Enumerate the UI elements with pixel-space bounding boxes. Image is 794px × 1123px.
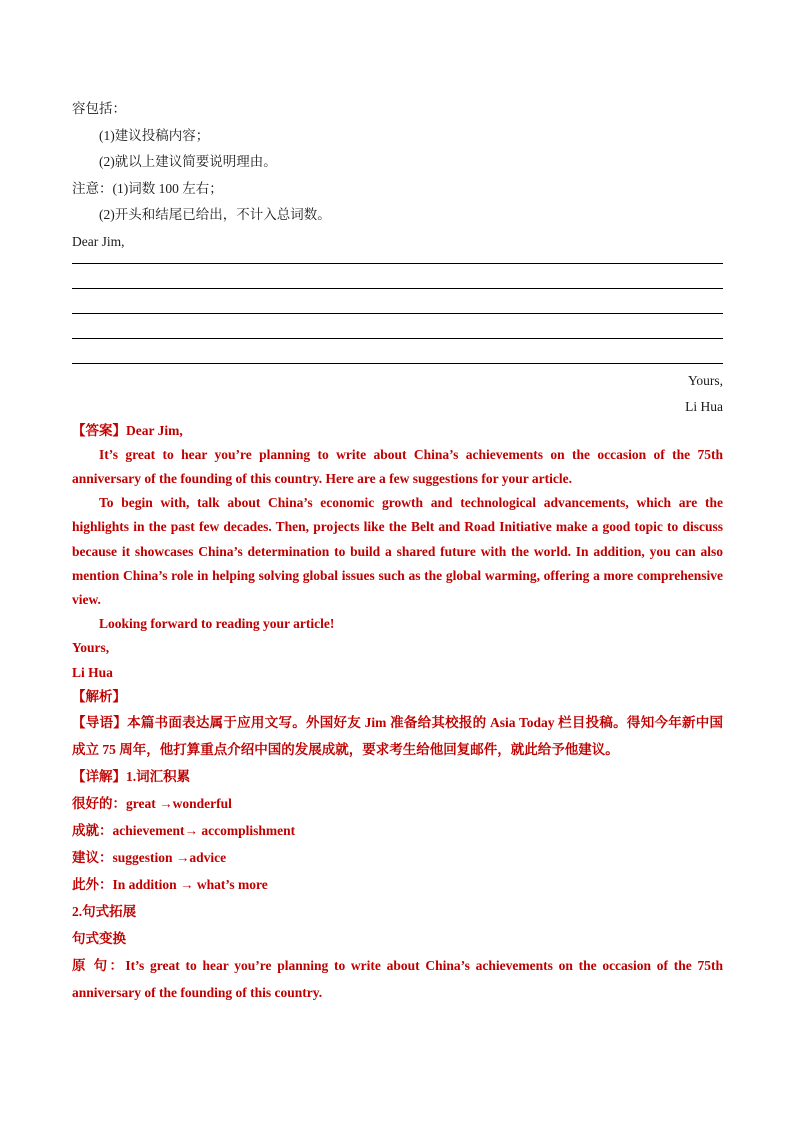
answer-label: 【答案】 bbox=[72, 422, 126, 438]
vocab-cn: 成就： bbox=[72, 822, 113, 838]
vocab-en: suggestion →advice bbox=[112, 849, 227, 865]
document-page bbox=[72, 96, 723, 1006]
vocab-en: In addition → what’s more bbox=[112, 876, 268, 892]
vocab-en: achievement→ accomplishment bbox=[112, 822, 296, 838]
vocab-cn: 此外： bbox=[72, 876, 113, 892]
answer-paragraph-3: Looking forward to reading your article! bbox=[99, 616, 335, 632]
answer-closing: Yours, bbox=[72, 640, 110, 656]
writing-line bbox=[72, 339, 723, 364]
prompt-line-1: 容包括： bbox=[72, 101, 126, 116]
letter-signature: Li Hua bbox=[685, 398, 723, 414]
writing-lines bbox=[72, 257, 723, 364]
analysis-label: 【解析】 bbox=[72, 688, 126, 704]
writing-line bbox=[72, 264, 723, 289]
prompt-line-2: (1)建议投稿内容； bbox=[99, 127, 210, 143]
writing-line bbox=[72, 257, 723, 264]
original-label: 原 句： bbox=[72, 957, 126, 973]
original-text: It’s great to hear you’re planning to write about China’s achievements on the occasion of the 75th anniversary of the founding of this country. bbox=[72, 957, 724, 1000]
guide-paragraph bbox=[72, 709, 723, 763]
answer-paragraph-1: It’s great to hear you’re planning to write about China’s achievements on the occasion of the 75th anniversary of the founding of this country. Here are a few suggestions for your article. bbox=[72, 446, 723, 486]
guide-text: 本篇书面表达属于应用文写。外国好友 Jim 准备给其校报的 Asia Today 栏目投稿。得知今年新中国成立 75 周年，他打算重点介绍中国的发展成就，要求考生给他回复邮件，就此给予他建议。 bbox=[72, 714, 724, 757]
prompt-line-3: (2)就以上建议简要说明理由。 bbox=[99, 154, 277, 169]
letter-greeting: Dear Jim, bbox=[72, 233, 125, 249]
prompt-line-5: (2)开头和结尾已给出，不计入总词数。 bbox=[99, 207, 331, 222]
answer-signature: Li Hua bbox=[72, 664, 113, 680]
guide-label: 【导语】 bbox=[72, 714, 128, 730]
original-sentence bbox=[72, 952, 723, 1006]
vocab-en: great →wonderful bbox=[126, 795, 232, 811]
sentence-transform-label: 句式变换 bbox=[72, 930, 126, 946]
vocab-cn: 建议： bbox=[72, 849, 113, 865]
answer-paragraph-2: To begin with, talk about China’s economic growth and technological advancements, which are the highlights in the past few decades. Then, projects like the Belt and Road Initiative make a good topic to discuss because it showcases China’s determination to build a shared future with the world. In addition, you can also mention China’s role in helping solving global issues such as the global warming, offering a more comprehensive view. bbox=[72, 495, 723, 607]
vocab-item bbox=[72, 844, 723, 871]
writing-line bbox=[72, 289, 723, 314]
answer-heading bbox=[72, 419, 723, 443]
section-2-title: 2.句式拓展 bbox=[72, 903, 137, 919]
detail-label: 【详解】 bbox=[72, 768, 126, 784]
vocab-item bbox=[72, 817, 723, 844]
letter-closing: Yours, bbox=[687, 373, 723, 388]
detail-heading bbox=[72, 763, 723, 790]
prompt-line-4: 注意：(1)词数 100 左右； bbox=[72, 180, 223, 196]
vocab-item bbox=[72, 790, 723, 817]
writing-line bbox=[72, 314, 723, 339]
answer-greeting: Dear Jim, bbox=[126, 422, 183, 438]
vocab-item bbox=[72, 871, 723, 898]
detail-title: 1.词汇积累 bbox=[126, 768, 191, 784]
vocab-cn: 很好的： bbox=[72, 795, 126, 811]
